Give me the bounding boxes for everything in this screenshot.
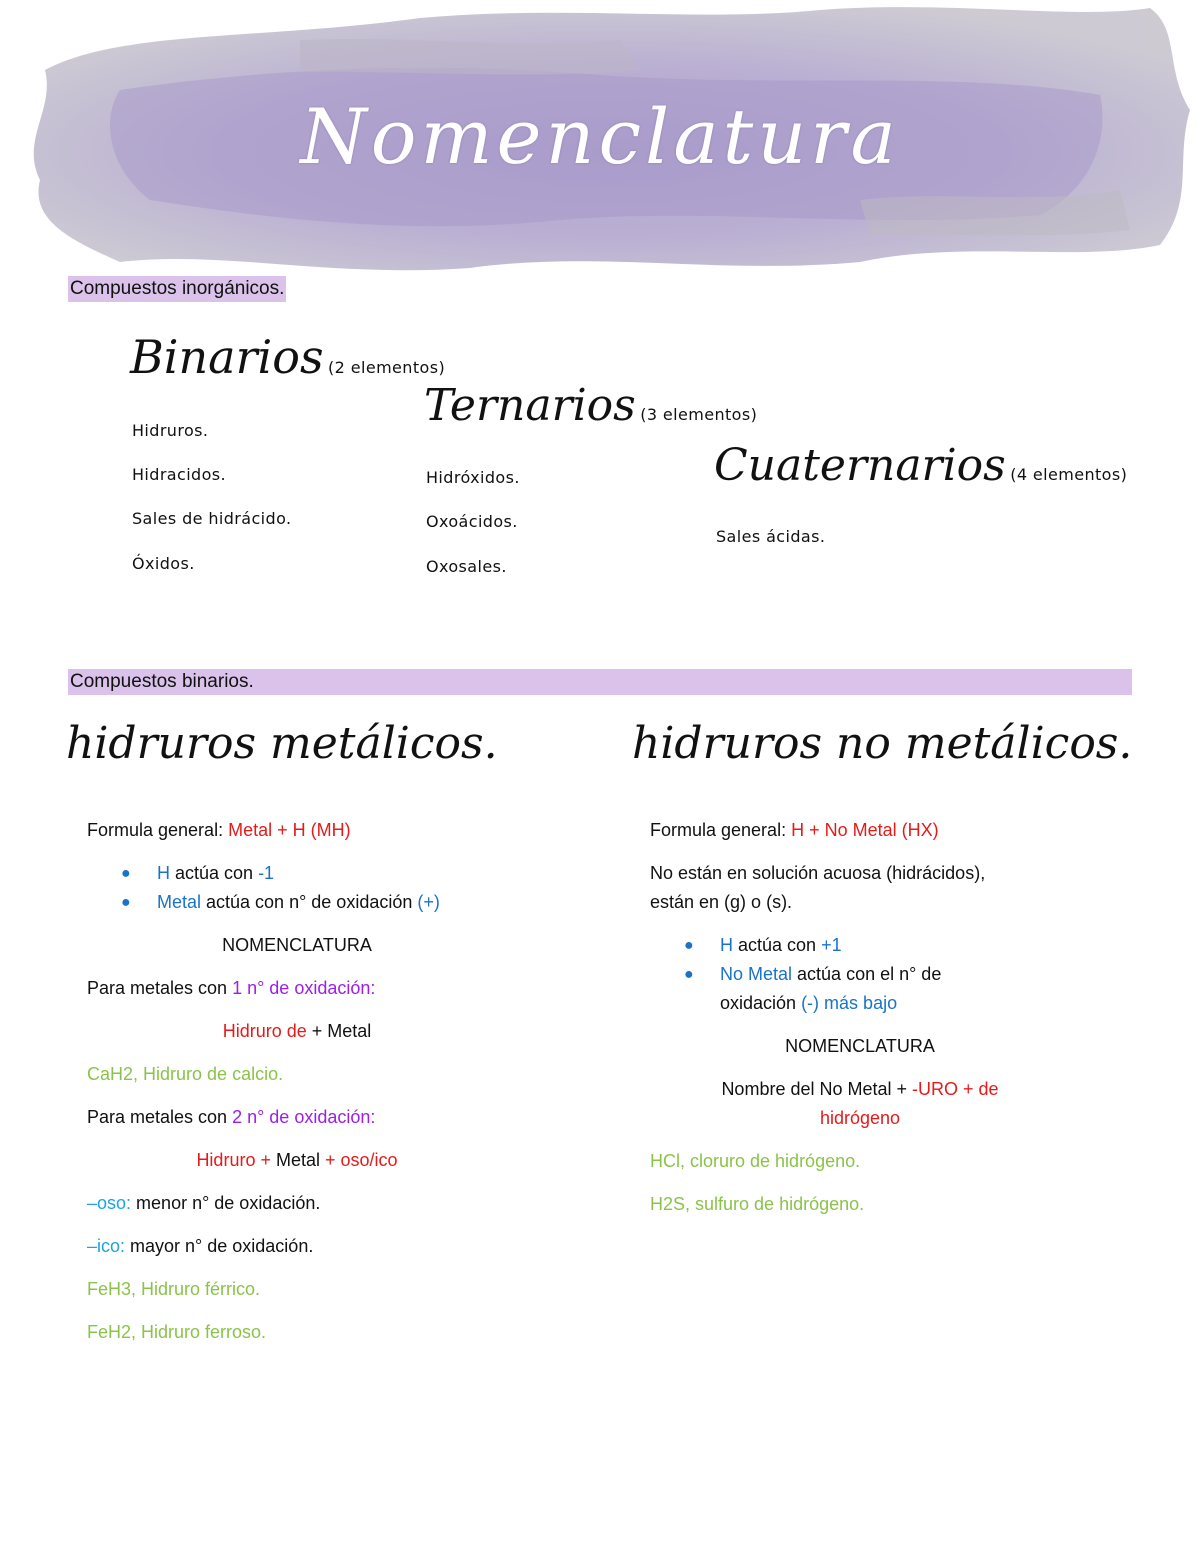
cuaternarios-item: Sales ácidas.: [716, 527, 826, 546]
binarios-item: Sales de hidrácido.: [132, 509, 292, 528]
text: (+): [417, 892, 440, 912]
bullet-icon: ●: [684, 937, 694, 954]
text: Metal: [270, 1150, 325, 1170]
hidruros-no-metalicos-title: hidruros no metálicos.: [632, 718, 1133, 769]
page-title: Nomenclatura: [300, 92, 900, 181]
text: + oso/ico: [325, 1150, 398, 1170]
example: FeH2, Hidruro ferroso.: [87, 1322, 267, 1342]
text: H: [157, 863, 170, 883]
ternarios-item: Oxosales.: [426, 557, 507, 576]
cuaternarios-note: (4 elementos): [1010, 465, 1128, 484]
formula-value: H + No Metal (HX): [791, 820, 939, 840]
suffix-line: [87, 1189, 567, 1218]
text: menor n° de oxidación.: [131, 1193, 321, 1213]
text: 1 n° de oxidación:: [232, 978, 376, 998]
text: H: [720, 935, 733, 955]
list-item: [0, 888, 567, 917]
ternarios-item: Hidróxidos.: [426, 468, 520, 487]
text: –oso:: [87, 1193, 132, 1213]
description: No están en solución acuosa (hidrácidos),: [650, 863, 986, 883]
text: actúa con: [170, 863, 259, 883]
text: actúa con n° de oxidación: [201, 892, 418, 912]
text: Nombre del No Metal +: [721, 1079, 913, 1099]
binarios-item: Óxidos.: [132, 554, 195, 573]
list-item: [0, 859, 567, 888]
text: actúa con: [733, 935, 822, 955]
text: +1: [821, 935, 842, 955]
cuaternarios-title: Cuaternarios: [714, 440, 1006, 491]
rule-line: [87, 1103, 567, 1132]
nomenclatura-label: NOMENCLATURA: [222, 935, 372, 955]
hidruros-metalicos-column: [87, 816, 567, 1347]
text: Hidruro +: [196, 1150, 271, 1170]
text: No Metal: [720, 964, 793, 984]
text: Metal: [157, 892, 202, 912]
hidruros-no-metalicos-column: [650, 816, 1120, 1219]
binarios-title: Binarios: [130, 330, 324, 384]
formula-label: Formula general:: [87, 820, 229, 840]
binarios-heading: [130, 330, 445, 384]
text: mayor n° de oxidación.: [125, 1236, 314, 1256]
text: hidrógeno: [819, 1108, 901, 1128]
ternarios-note: (3 elementos): [640, 405, 758, 424]
formula-line: [87, 816, 567, 845]
cuaternarios-heading: [714, 440, 1127, 491]
text: 2 n° de oxidación:: [232, 1107, 376, 1127]
text: Para metales con: [87, 1107, 233, 1127]
bullet-icon: ●: [684, 966, 694, 983]
example: FeH3, Hidruro férrico.: [87, 1279, 261, 1299]
ternarios-title: Ternarios: [424, 380, 636, 431]
rule-formula: [87, 1017, 507, 1046]
nomenclatura-label: NOMENCLATURA: [785, 1036, 935, 1056]
description: están en (g) o (s).: [650, 892, 793, 912]
rule-formula: [87, 1146, 507, 1175]
example: CaH2, Hidruro de calcio.: [87, 1064, 284, 1084]
text: -URO + de: [912, 1079, 999, 1099]
text: Hidruro de: [222, 1021, 307, 1041]
text: oxidación: [720, 993, 802, 1013]
bullet-list: [650, 931, 1120, 1018]
section-heading-inorganicos: Compuestos inorgánicos.: [68, 276, 286, 302]
formula-value: Metal + H (MH): [228, 820, 351, 840]
example: H2S, sulfuro de hidrógeno.: [650, 1194, 865, 1214]
binarios-note: (2 elementos): [328, 358, 446, 377]
rule-line: [87, 974, 567, 1003]
section-heading-binarios: Compuestos binarios.: [68, 669, 1132, 695]
list-item: [650, 960, 1120, 1018]
hidruros-metalicos-title: hidruros metálicos.: [66, 718, 498, 769]
list-item: [650, 931, 1120, 960]
binarios-item: Hidruros.: [132, 421, 209, 440]
formula-line: [650, 816, 1120, 845]
formula-label: Formula general:: [650, 820, 792, 840]
text: Para metales con: [87, 978, 233, 998]
bullet-icon: ●: [121, 865, 131, 882]
ternarios-item: Oxoácidos.: [426, 512, 518, 531]
text: -1: [258, 863, 275, 883]
bullet-icon: ●: [121, 894, 131, 911]
example: HCl, cloruro de hidrógeno.: [650, 1151, 861, 1171]
bullet-list: [0, 859, 567, 917]
ternarios-heading: [424, 380, 757, 431]
text: (-) más bajo: [801, 993, 898, 1013]
text: –ico:: [87, 1236, 126, 1256]
suffix-line: [87, 1232, 567, 1261]
binarios-item: Hidracidos.: [132, 465, 227, 484]
rule-formula: [650, 1075, 1070, 1133]
text: actúa con el n° de: [792, 964, 942, 984]
text: + Metal: [306, 1021, 372, 1041]
